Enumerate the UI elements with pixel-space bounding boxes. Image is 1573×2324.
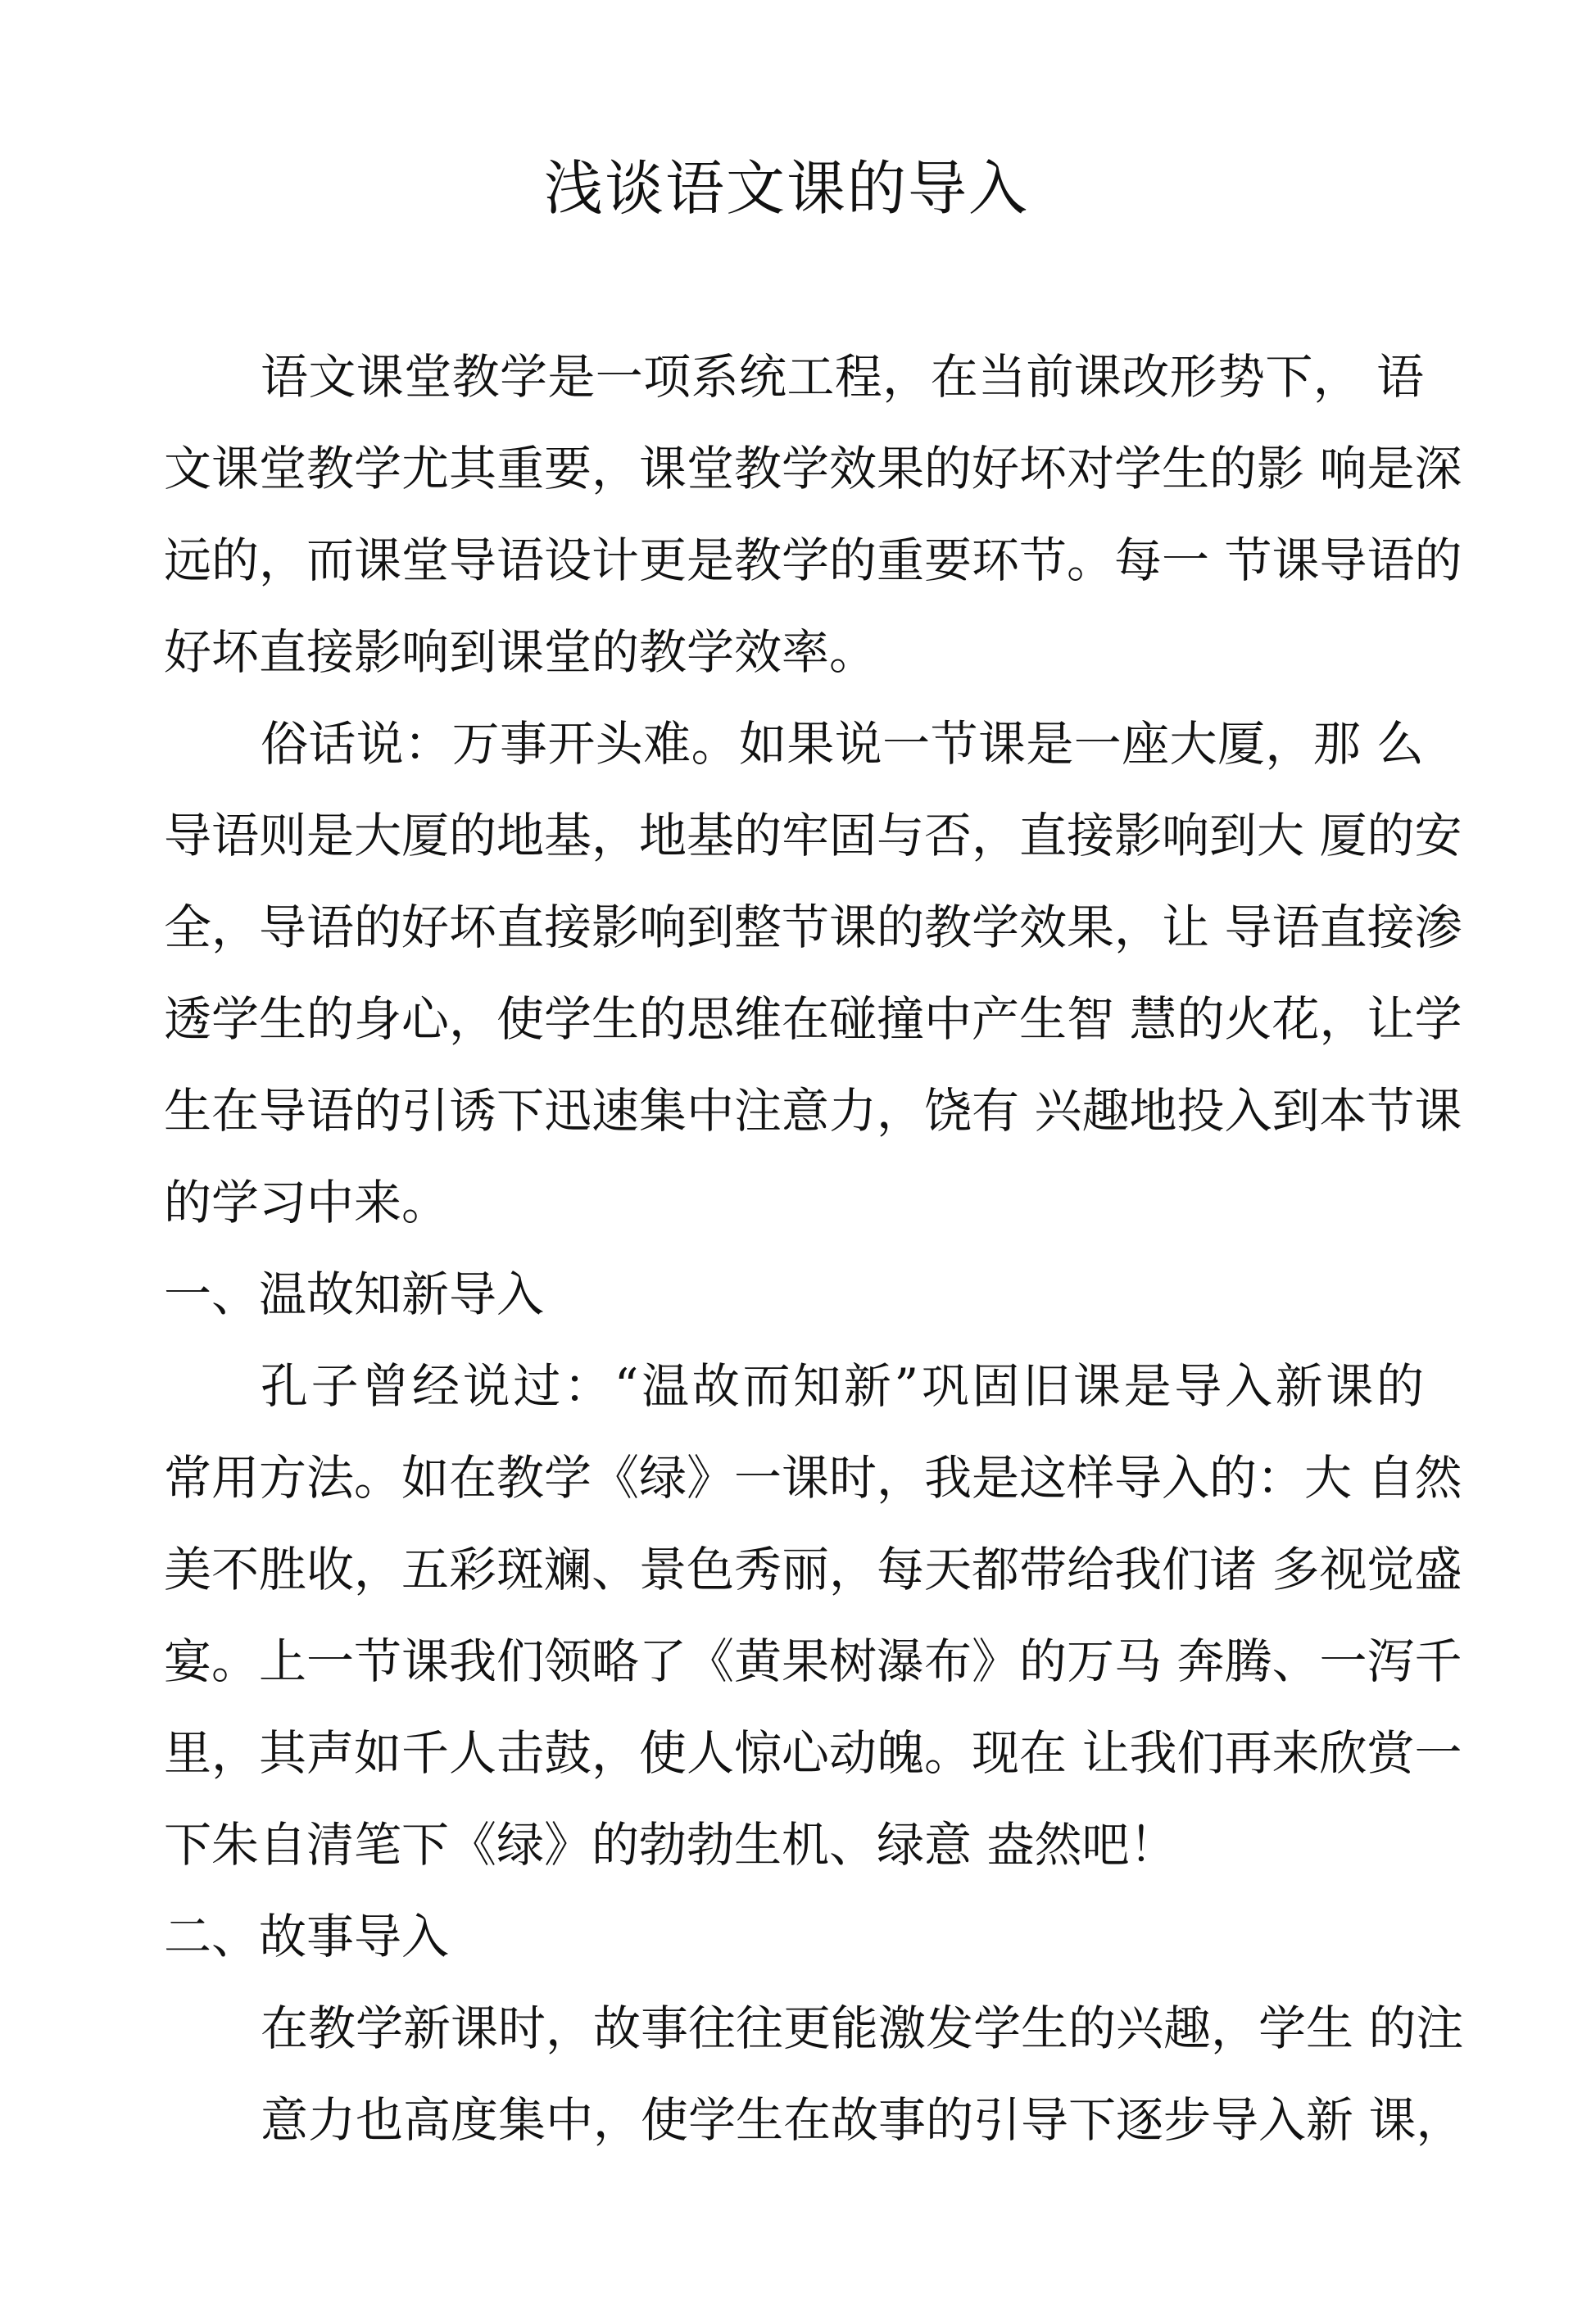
text-line: 语文课堂教学是一项系统工程，在当前课改形势下， 语 (261, 349, 1424, 405)
text-line: 常用方法。如在教学《绿》一课时，我是这样导入的：大 自然 (164, 1450, 1462, 1506)
text-line: 孔子曾经说过：“温故而知新”巩固旧课是导入新课的 (261, 1358, 1424, 1414)
text-line: 意力也高度集中，使学生在故事的引导下逐步导入新 课， (261, 2092, 1464, 2148)
text-line: 下朱自清笔下《绿》的勃勃生机、绿意 盎然吧！ (164, 1817, 1177, 1873)
text-line: 全，导语的好坏直接影响到整节课的教学效果，让 导语直接渗 (164, 899, 1462, 955)
text-line: 远的，而课堂导语设计更是教学的重要环节。每一 节课导语的 (164, 532, 1462, 588)
text-line: 好坏直接影响到课堂的教学效率。 (164, 624, 877, 680)
text-line: 俗话说：万事开头难。如果说一节课是一座大厦，那 么 (261, 716, 1424, 772)
text-line: 导语则是大厦的地基，地基的牢固与否，直接影响到大 厦的安 (164, 808, 1462, 863)
text-line: 美不胜收，五彩斑斓、景色秀丽，每天都带给我们诸 多视觉盛 (164, 1542, 1462, 1597)
text-line: 生在导语的引诱下迅速集中注意力，饶有 兴趣地投入到本节课 (164, 1083, 1462, 1139)
text-line: 宴。上一节课我们领略了《黄果树瀑布》的万马 奔腾、一泻千 (164, 1633, 1462, 1689)
section-heading: 二、故事导入 (164, 1909, 450, 1964)
text-line: 的学习中来。 (164, 1175, 450, 1230)
text-line: 文课堂教学尤其重要，课堂教学效果的好坏对学生的影 响是深 (164, 441, 1462, 496)
text-line: 里，其声如千人击鼓，使人惊心动魄。现在 让我们再来欣赏一 (164, 1725, 1462, 1781)
text-line: 在教学新课时，故事往往更能激发学生的兴趣，学生 的注 (261, 2000, 1464, 2056)
text-line: 透学生的身心，使学生的思维在碰撞中产生智 慧的火花，让学 (164, 991, 1462, 1047)
document-title: 浅谈语文课的导入 (543, 154, 1029, 223)
section-heading: 一、温故知新导入 (164, 1266, 545, 1322)
